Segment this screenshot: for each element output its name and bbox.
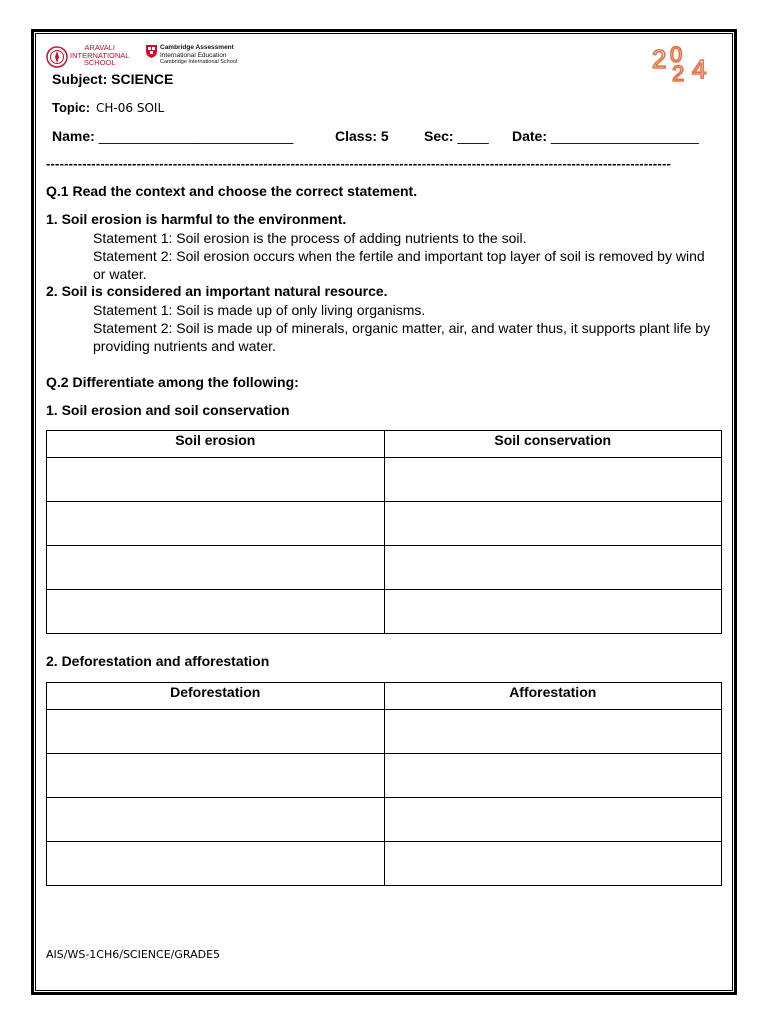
name-field[interactable]: _________________________ bbox=[98, 128, 294, 144]
table-row bbox=[47, 458, 722, 502]
answer-cell[interactable] bbox=[384, 458, 722, 502]
cambridge-logo-text: Cambridge Assessment International Education Cambridge International School bbox=[160, 44, 238, 65]
document-code-footer: AIS/WS-1CH6/SCIENCE/GRADE5 bbox=[46, 948, 221, 961]
table-header-cell: Soil erosion bbox=[47, 431, 385, 458]
table-row bbox=[47, 842, 722, 886]
date-field[interactable]: ___________________ bbox=[550, 128, 699, 144]
q1-item-2-statement-1[interactable]: Statement 1: Soil is made up of only living organisms. bbox=[93, 302, 426, 318]
subject-label: Subject: bbox=[52, 71, 108, 87]
answer-cell[interactable] bbox=[47, 502, 385, 546]
table-header-row bbox=[47, 683, 722, 710]
answer-cell[interactable] bbox=[384, 842, 722, 886]
answer-cell[interactable] bbox=[47, 590, 385, 634]
answer-cell[interactable] bbox=[47, 842, 385, 886]
year-digits-mid: 0 bbox=[670, 44, 683, 67]
year-digits-top: 2 bbox=[652, 44, 667, 74]
subject-line bbox=[52, 71, 173, 87]
table-header-cell: Soil conservation bbox=[384, 431, 722, 458]
q1-item-1-statement-2[interactable]: Statement 2: Soil erosion occurs when the fertile and important top layer of soil is removed by wind or water. bbox=[93, 248, 705, 282]
year-logo bbox=[650, 44, 718, 84]
q2-part-1-table bbox=[46, 430, 722, 634]
q2-part-1-title: 1. Soil erosion and soil conservation bbox=[46, 402, 290, 418]
q1-item-1-statement-1[interactable]: Statement 1: Soil erosion is the process of adding nutrients to the soil. bbox=[93, 230, 527, 246]
school-crest-icon bbox=[46, 46, 68, 68]
q1-heading: Q.1 Read the context and choose the correct statement. bbox=[46, 183, 418, 199]
school-logo bbox=[46, 44, 128, 70]
school-logo-text: ARAVALI INTERNATIONAL SCHOOL bbox=[70, 43, 130, 67]
table-row bbox=[47, 798, 722, 842]
table-row bbox=[47, 502, 722, 546]
year-digits-end: 4 bbox=[692, 54, 707, 84]
date-info bbox=[512, 128, 699, 144]
class-label: Class: bbox=[335, 128, 378, 144]
topic-value: CH-06 SOIL bbox=[96, 101, 165, 115]
q2-heading: Q.2 Differentiate among the following: bbox=[46, 374, 299, 390]
answer-cell[interactable] bbox=[47, 458, 385, 502]
separator-line: ------------------------------------------------------------------------------------------------------------------------------------------ bbox=[46, 156, 672, 171]
cambridge-logo bbox=[146, 44, 238, 70]
q1-item-1-title: 1. Soil erosion is harmful to the environment. bbox=[46, 211, 347, 227]
answer-cell[interactable] bbox=[384, 546, 722, 590]
table-row bbox=[47, 710, 722, 754]
subject-value: SCIENCE bbox=[111, 71, 174, 87]
cambridge-shield-icon bbox=[146, 45, 157, 58]
topic-line bbox=[52, 100, 164, 115]
answer-cell[interactable] bbox=[47, 798, 385, 842]
topic-label: Topic: bbox=[52, 100, 91, 115]
answer-cell[interactable] bbox=[47, 546, 385, 590]
q1-item-2-statement-2[interactable]: Statement 2: Soil is made up of minerals, organic matter, air, and water thus, it supports plant life by providing nutrients and water. bbox=[93, 320, 711, 354]
name-label: Name: bbox=[52, 128, 95, 144]
answer-cell[interactable] bbox=[384, 590, 722, 634]
answer-cell[interactable] bbox=[47, 710, 385, 754]
answer-cell[interactable] bbox=[47, 754, 385, 798]
class-info bbox=[335, 128, 389, 144]
table-row bbox=[47, 754, 722, 798]
answer-cell[interactable] bbox=[384, 502, 722, 546]
table-row bbox=[47, 546, 722, 590]
sec-label: Sec: bbox=[424, 128, 454, 144]
sec-field[interactable]: ____ bbox=[457, 128, 489, 144]
table-header-row bbox=[47, 431, 722, 458]
q2-part-2-table bbox=[46, 682, 722, 886]
student-info-row bbox=[52, 128, 293, 144]
answer-cell[interactable] bbox=[384, 754, 722, 798]
answer-cell[interactable] bbox=[384, 798, 722, 842]
date-label: Date: bbox=[512, 128, 548, 144]
q2-part-2-title: 2. Deforestation and afforestation bbox=[46, 653, 270, 669]
table-header-cell: Deforestation bbox=[47, 683, 385, 710]
class-value: 5 bbox=[380, 128, 389, 144]
answer-cell[interactable] bbox=[384, 710, 722, 754]
year-digits-low: 2 bbox=[672, 61, 685, 84]
sec-info bbox=[424, 128, 489, 144]
q1-item-2-title: 2. Soil is considered an important natural resource. bbox=[46, 283, 388, 299]
table-row bbox=[47, 590, 722, 634]
table-header-cell: Afforestation bbox=[384, 683, 722, 710]
